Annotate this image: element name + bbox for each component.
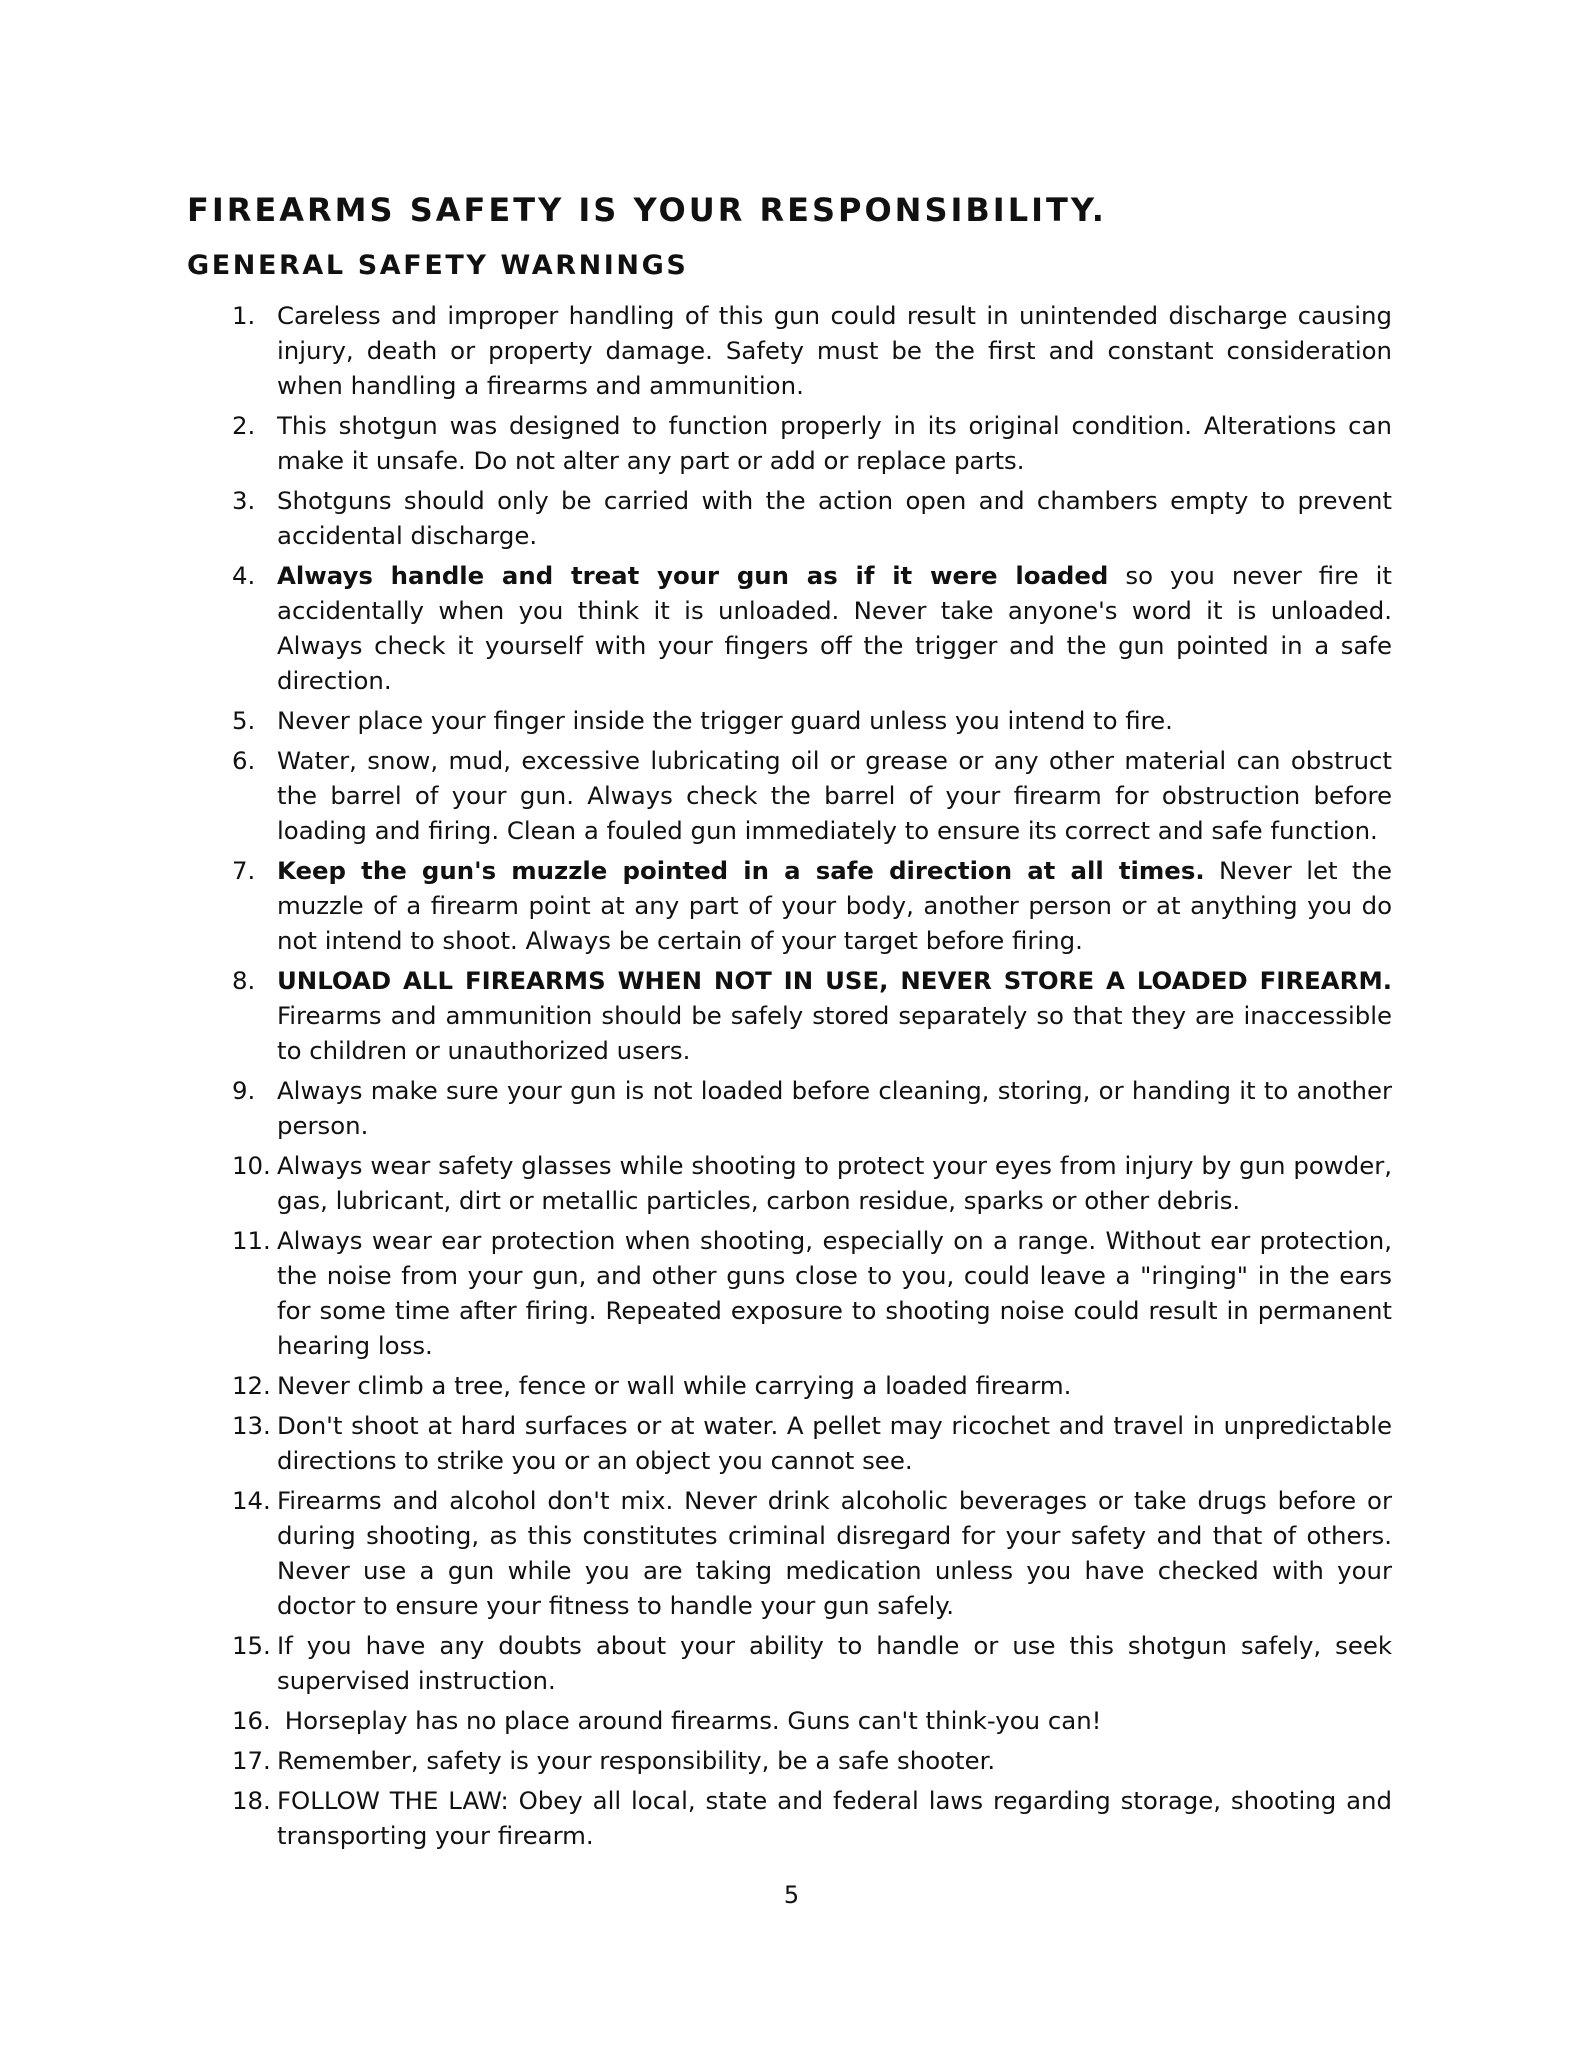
list-item-text [277, 746, 1400, 845]
section-heading: GENERAL SAFETY WARNINGS [187, 250, 689, 281]
list-item-text [277, 1746, 995, 1775]
list-item [232, 298, 1400, 403]
list-item-number: 9. [232, 1076, 256, 1105]
list-item-number: 16. [232, 1706, 271, 1735]
list-item [232, 1628, 1400, 1698]
list-item-number: 14. [232, 1486, 271, 1515]
list-item-body: Never climb a tree, fence or wall while carrying a loaded firearm. [277, 1371, 1072, 1400]
list-item-text [277, 1486, 1400, 1620]
list-item-text [277, 301, 1400, 400]
list-item-body: Firearms and ammunition should be safely stored separately so that they are inaccessible to children or unauthorized users. [277, 966, 1400, 1065]
list-item-body: Water, snow, mud, excessive lubricating oil or grease or any other material can obstruct the barrel of your gun. Always check the barrel of your firearm for obstruction before loading and firing. Clean a fouled gun immediately to ensure its correct and safe function. [277, 746, 1400, 845]
list-item-emphasis: UNLOAD ALL FIREARMS WHEN NOT IN USE, NEVER STORE A LOADED FIREARM. [277, 966, 1392, 995]
list-item-text [277, 706, 1173, 735]
list-item-body: so you never fire it accidentally when you think it is unloaded. Never take anyone's word it is unloaded. Always check it yourself with your fingers off the trigger and the gun pointed in a safe direction. [277, 561, 1400, 695]
list-item-number: 17. [232, 1746, 271, 1775]
list-item-number: 15. [232, 1631, 271, 1660]
list-item-body: Never place your finger inside the trigger guard unless you intend to fire. [277, 706, 1173, 735]
list-item-text [277, 1151, 1400, 1215]
list-item-text [277, 561, 1400, 695]
list-item [232, 408, 1400, 478]
list-item-body: Horseplay has no place around firearms. Guns can't think-you can! [277, 1706, 1102, 1735]
list-item-body: If you have any doubts about your ability to handle or use this shotgun safely, seek supervised instruction. [277, 1631, 1400, 1695]
list-item-number: 5. [232, 706, 256, 735]
list-item [232, 963, 1400, 1068]
list-item [232, 1073, 1400, 1143]
list-item [232, 703, 1392, 738]
list-item-text [277, 1411, 1400, 1475]
list-item-body: Firearms and alcohol don't mix. Never drink alcoholic beverages or take drugs before or during shooting, as this constitutes criminal disregard for your safety and that of others. Never use a gun while you are taking medication unless you have checked with your doctor to ensure your fitness to handle your gun safely. [277, 1486, 1400, 1620]
list-item-body: Shotguns should only be carried with the action open and chambers empty to prevent accidental discharge. [277, 486, 1400, 550]
list-item [232, 1148, 1400, 1218]
list-item-number: 2. [232, 411, 256, 440]
list-item-text [277, 411, 1400, 475]
list-item [232, 743, 1400, 848]
list-item-number: 3. [232, 486, 256, 515]
list-item [232, 1223, 1400, 1363]
list-item-number: 12. [232, 1371, 271, 1400]
list-item-number: 13. [232, 1411, 271, 1440]
list-item-text [277, 1786, 1400, 1850]
list-item [232, 558, 1400, 698]
safety-warnings-list [232, 298, 1400, 1858]
list-item-number: 8. [232, 966, 256, 995]
list-item-text [277, 1706, 1101, 1735]
list-item-text [277, 856, 1400, 955]
list-item-body: Careless and improper handling of this gun could result in unintended discharge causing injury, death or property damage. Safety must be the first and constant consideration when handling a firearms and ammunition. [277, 301, 1400, 400]
list-item-text [277, 1631, 1400, 1695]
list-item-number: 1. [232, 301, 256, 330]
list-item [232, 1483, 1400, 1623]
list-item [232, 1408, 1400, 1478]
list-item-body: Don't shoot at hard surfaces or at water. A pellet may ricochet and travel in unpredictable directions to strike you or an object you cannot see. [277, 1411, 1400, 1475]
list-item-body: Always make sure your gun is not loaded before cleaning, storing, or handing it to another person. [277, 1076, 1400, 1140]
list-item-emphasis: Always handle and treat your gun as if it were loaded [277, 561, 1109, 590]
list-item-number: 4. [232, 561, 256, 590]
list-item-number: 11. [232, 1226, 271, 1255]
list-item-number: 18. [232, 1786, 271, 1815]
list-item [232, 1743, 1392, 1778]
list-item-body: This shotgun was designed to function properly in its original condition. Alterations can make it unsafe. Do not alter any part or add or replace parts. [277, 411, 1400, 475]
list-item-body: Never let the muzzle of a firearm point at any part of your body, another person or at anything you do not intend to shoot. Always be certain of your target before firing. [277, 856, 1400, 955]
list-item-number: 7. [232, 856, 256, 885]
list-item-body: Always wear ear protection when shooting, especially on a range. Without ear protection, the noise from your gun, and other guns close to you, could leave a "ringing" in the ears for some time after firing. Repeated exposure to shooting noise could result in permanent hearing loss. [277, 1226, 1400, 1360]
list-item-body: Remember, safety is your responsibility, be a safe shooter. [277, 1746, 996, 1775]
list-item-text [277, 1076, 1400, 1140]
list-item-body: Always wear safety glasses while shooting to protect your eyes from injury by gun powder, gas, lubricant, dirt or metallic particles, carbon residue, sparks or other debris. [277, 1151, 1400, 1215]
list-item [232, 1368, 1392, 1403]
list-item-emphasis: Keep the gun's muzzle pointed in a safe direction at all times. [277, 856, 1205, 885]
list-item-text [277, 1226, 1400, 1360]
page-title: FIREARMS SAFETY IS YOUR RESPONSIBILITY. [187, 191, 1107, 229]
list-item [232, 1703, 1392, 1738]
page-number: 5 [783, 1881, 800, 1909]
list-item-number: 6. [232, 746, 256, 775]
list-item-number: 10. [232, 1151, 271, 1180]
list-item-text [277, 1371, 1071, 1400]
list-item-text [277, 486, 1400, 550]
list-item [232, 483, 1400, 553]
list-item [232, 1783, 1400, 1853]
list-item-body: FOLLOW THE LAW: Obey all local, state and federal laws regarding storage, shooting and transporting your firearm. [277, 1786, 1400, 1850]
list-item [232, 853, 1400, 958]
list-item-text [277, 966, 1400, 1065]
